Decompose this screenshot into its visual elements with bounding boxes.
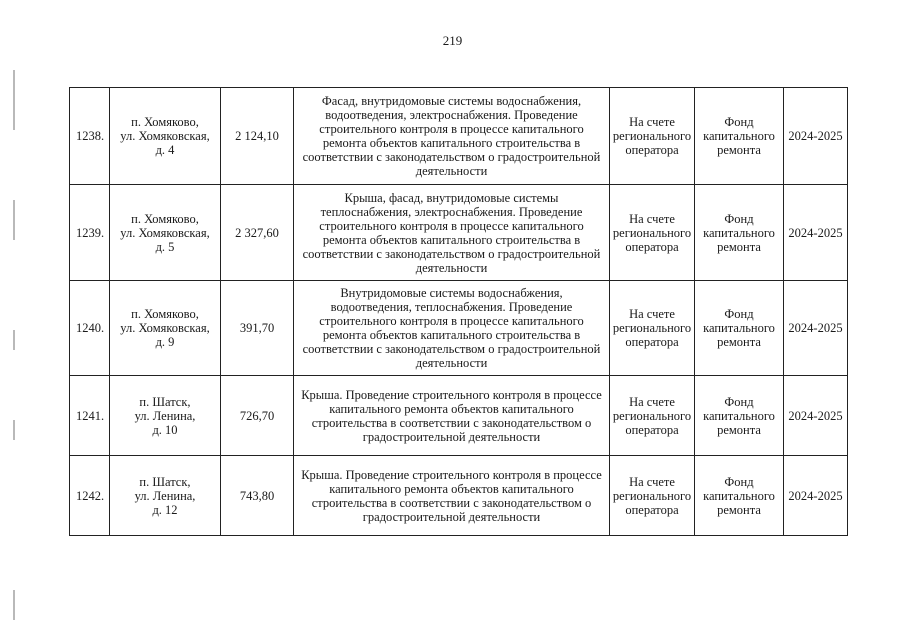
account-cell-line: регионального bbox=[612, 321, 692, 335]
works-cell bbox=[294, 281, 610, 376]
address-cell bbox=[110, 456, 221, 536]
account-cell-line: регионального bbox=[612, 488, 692, 503]
fund-cell-line: капитального bbox=[703, 321, 775, 335]
fund-cell-line: капитального bbox=[703, 225, 775, 240]
works-cell-line: ремонта объектов капитального строительства в bbox=[322, 328, 581, 342]
fund-cell-line: Фонд bbox=[724, 394, 754, 409]
row-number: 1239. bbox=[70, 185, 110, 281]
table-row bbox=[70, 185, 848, 281]
scan-artifact-mark bbox=[13, 70, 15, 130]
area-cell: 743,80 bbox=[221, 456, 294, 536]
address-cell-line: ул. Ленина, bbox=[134, 488, 196, 503]
account-cell bbox=[610, 376, 695, 456]
works-cell-line: капитального ремонта объектов капитального bbox=[329, 401, 574, 416]
table-row bbox=[70, 376, 848, 456]
account-cell bbox=[610, 281, 695, 376]
fund-cell-line: Фонд bbox=[724, 474, 754, 489]
area-cell: 2 124,10 bbox=[221, 88, 294, 185]
works-cell-line: Крыша. Проведение строительного контроля в процессе bbox=[301, 387, 602, 402]
fund-cell-line: капитального bbox=[703, 129, 775, 143]
fund-cell-line: Фонд bbox=[724, 115, 754, 129]
page-number: 219 bbox=[442, 33, 463, 48]
works-cell-line: капитального ремонта объектов капитального bbox=[329, 481, 574, 496]
table-row bbox=[70, 281, 848, 376]
works-cell-line: Фасад, внутридомовые системы водоснабжения, bbox=[321, 94, 582, 108]
works-cell-line: строительства в соответствии с законодательством о bbox=[311, 415, 592, 430]
row-number: 1241. bbox=[70, 376, 110, 456]
address-cell bbox=[110, 185, 221, 281]
area-cell: 726,70 bbox=[221, 376, 294, 456]
area-cell: 2 327,60 bbox=[221, 185, 294, 281]
account-cell-line: На счете bbox=[629, 474, 675, 489]
address-cell-line: д. 12 bbox=[152, 502, 178, 517]
works-cell-line: градостроительной деятельности bbox=[362, 429, 541, 444]
scan-artifact-mark bbox=[13, 420, 15, 440]
fund-cell bbox=[695, 185, 784, 281]
works-cell-line: строительного контроля в процессе капитального bbox=[319, 218, 584, 233]
account-cell-line: оператора bbox=[625, 335, 679, 349]
address-cell-line: ул. Ленина, bbox=[134, 408, 196, 423]
works-cell bbox=[294, 185, 610, 281]
fund-cell-line: ремонта bbox=[717, 143, 761, 157]
account-cell-line: оператора bbox=[625, 143, 679, 157]
works-cell-line: ремонта объектов капитального строительства в bbox=[322, 232, 581, 247]
address-cell-line: ул. Хомяковская, bbox=[120, 225, 210, 240]
works-cell-line: Крыша, фасад, внутридомовые системы bbox=[344, 190, 559, 205]
scan-artifact-mark bbox=[13, 200, 15, 240]
fund-cell-line: капитального bbox=[703, 488, 775, 503]
scan-artifact-mark bbox=[13, 330, 15, 350]
row-number: 1240. bbox=[70, 281, 110, 376]
account-cell-line: регионального bbox=[612, 129, 692, 143]
address-cell bbox=[110, 88, 221, 185]
scan-artifact-mark bbox=[13, 590, 15, 620]
works-cell-line: деятельности bbox=[415, 260, 488, 275]
works-cell-line: соответствии с законодательством о градостроительной bbox=[302, 246, 601, 261]
address-cell bbox=[110, 281, 221, 376]
works-cell-line: строительного контроля в процессе капитального bbox=[319, 314, 584, 328]
period-cell: 2024-2025 bbox=[784, 88, 848, 185]
account-cell-line: оператора bbox=[625, 239, 679, 254]
works-cell bbox=[294, 456, 610, 536]
address-cell-line: п. Хомяково, bbox=[131, 307, 199, 321]
works-cell-line: соответствии с законодательством о градостроительной bbox=[302, 150, 601, 164]
address-cell-line: ул. Хомяковская, bbox=[120, 129, 210, 143]
fund-cell bbox=[695, 456, 784, 536]
fund-cell bbox=[695, 88, 784, 185]
account-cell-line: На счете bbox=[629, 115, 675, 129]
account-cell-line: На счете bbox=[629, 394, 675, 409]
fund-cell bbox=[695, 376, 784, 456]
fund-cell-line: Фонд bbox=[724, 307, 754, 321]
account-cell-line: На счете bbox=[629, 211, 675, 226]
address-cell-line: п. Хомяково, bbox=[131, 115, 199, 129]
address-cell-line: п. Шатск, bbox=[139, 474, 191, 489]
works-cell-line: деятельности bbox=[415, 164, 488, 178]
fund-cell-line: капитального bbox=[703, 408, 775, 423]
works-cell-line: строительного контроля в процессе капитального bbox=[319, 122, 584, 136]
fund-cell-line: ремонта bbox=[717, 335, 761, 349]
address-cell-line: ул. Хомяковская, bbox=[120, 321, 210, 335]
account-cell bbox=[610, 185, 695, 281]
row-number: 1238. bbox=[70, 88, 110, 185]
account-cell bbox=[610, 456, 695, 536]
address-cell bbox=[110, 376, 221, 456]
account-cell-line: оператора bbox=[625, 422, 679, 437]
works-cell-line: теплоснабжения, электроснабжения. Проведение bbox=[320, 204, 583, 219]
period-cell: 2024-2025 bbox=[784, 376, 848, 456]
table-row bbox=[70, 456, 848, 536]
repair-program-table bbox=[69, 87, 848, 536]
area-cell: 391,70 bbox=[221, 281, 294, 376]
works-cell-line: деятельности bbox=[415, 356, 488, 370]
fund-cell-line: ремонта bbox=[717, 502, 761, 517]
works-cell-line: градостроительной деятельности bbox=[362, 509, 541, 524]
address-cell-line: п. Шатск, bbox=[139, 394, 191, 409]
works-cell-line: Крыша. Проведение строительного контроля в процессе bbox=[301, 467, 602, 482]
works-cell-line: Внутридомовые системы водоснабжения, bbox=[340, 286, 563, 300]
address-cell-line: д. 10 bbox=[152, 422, 178, 437]
fund-cell bbox=[695, 281, 784, 376]
table-row bbox=[70, 88, 848, 185]
fund-cell-line: ремонта bbox=[717, 239, 761, 254]
account-cell bbox=[610, 88, 695, 185]
works-cell-line: водоотведения, теплоснабжения. Проведение bbox=[330, 300, 573, 314]
works-cell bbox=[294, 88, 610, 185]
period-cell: 2024-2025 bbox=[784, 281, 848, 376]
account-cell-line: регионального bbox=[612, 225, 692, 240]
account-cell-line: На счете bbox=[629, 307, 675, 321]
account-cell-line: оператора bbox=[625, 502, 679, 517]
address-cell-line: п. Хомяково, bbox=[131, 211, 199, 226]
period-cell: 2024-2025 bbox=[784, 456, 848, 536]
address-cell-line: д. 5 bbox=[155, 239, 175, 254]
address-cell-line: д. 9 bbox=[155, 335, 175, 349]
works-cell-line: соответствии с законодательством о градостроительной bbox=[302, 342, 601, 356]
row-number: 1242. bbox=[70, 456, 110, 536]
works-cell-line: водоотведения, электроснабжения. Проведение bbox=[325, 108, 578, 122]
works-cell-line: строительства в соответствии с законодательством о bbox=[311, 495, 592, 510]
works-cell-line: ремонта объектов капитального строительства в bbox=[322, 136, 581, 150]
account-cell-line: регионального bbox=[612, 408, 692, 423]
period-cell: 2024-2025 bbox=[784, 185, 848, 281]
address-cell-line: д. 4 bbox=[155, 143, 175, 157]
fund-cell-line: Фонд bbox=[724, 211, 754, 226]
fund-cell-line: ремонта bbox=[717, 422, 761, 437]
works-cell bbox=[294, 376, 610, 456]
